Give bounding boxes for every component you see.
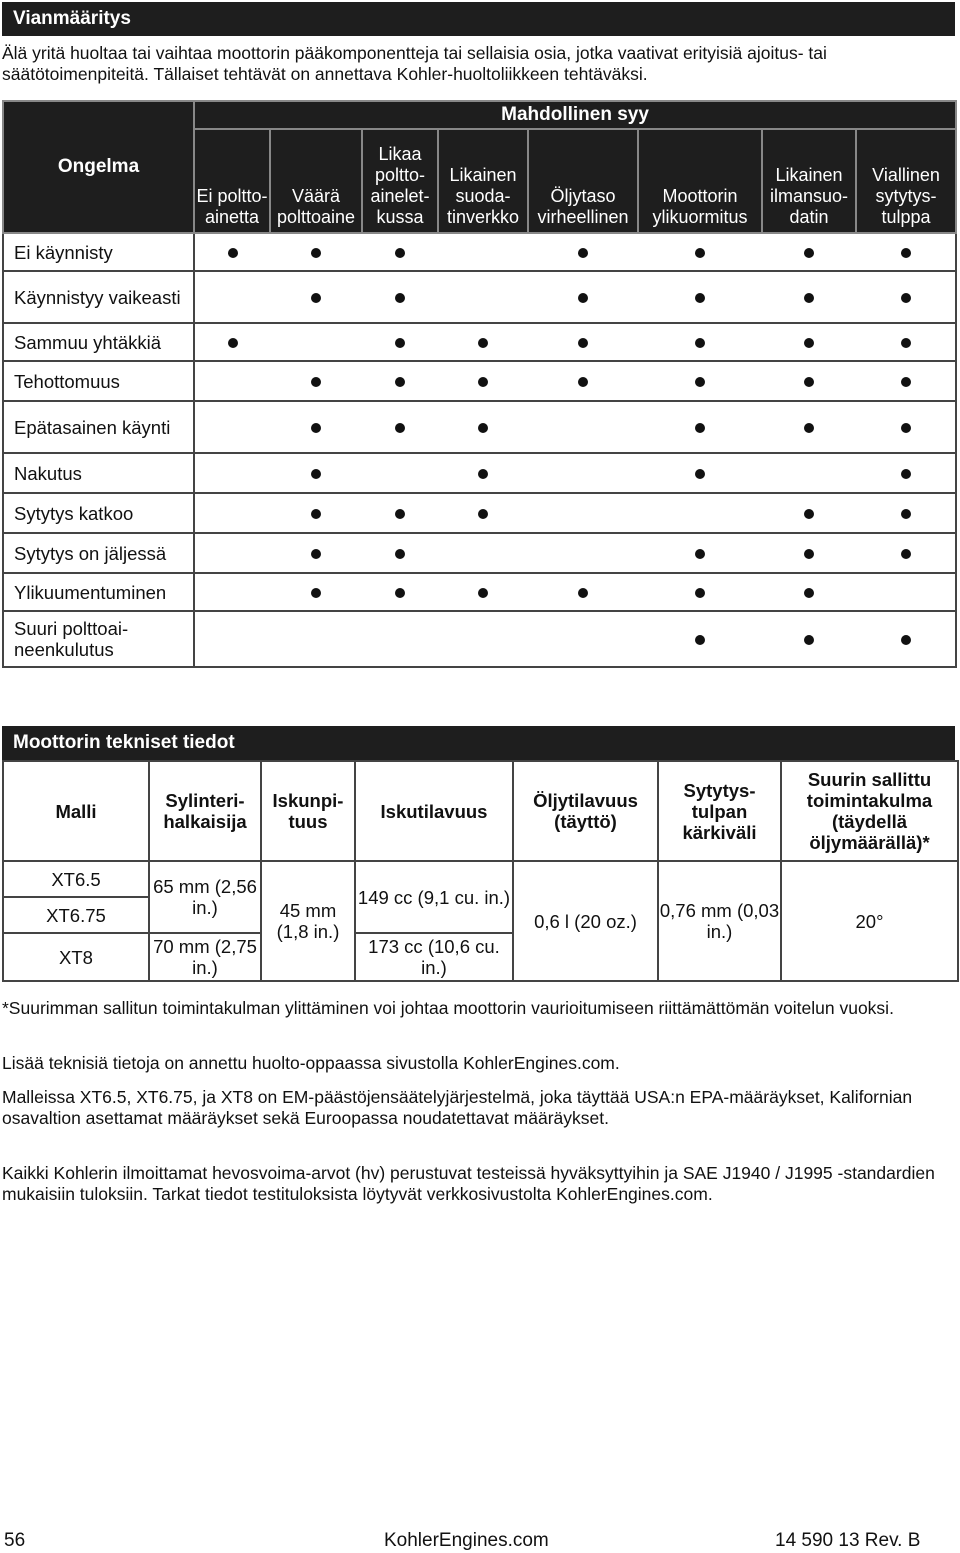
spec-header-oil: Öljytilavuus (täyttö) — [513, 761, 658, 861]
cause-cell — [638, 401, 762, 453]
spec-displacement: 149 cc (9,1 cu. in.) — [355, 861, 513, 933]
table-row — [3, 573, 956, 611]
bullet-mark — [901, 293, 911, 303]
cause-cell — [270, 271, 362, 323]
table-row — [3, 493, 956, 533]
spec-header-angle: Suurin sallittu toimintakulma (täydellä öljymäärällä)* — [781, 761, 958, 861]
bullet-mark — [395, 588, 405, 598]
cause-cell — [362, 361, 438, 401]
cause-cell — [270, 323, 362, 361]
empty-mark — [228, 549, 238, 559]
cause-cell — [762, 573, 856, 611]
empty-mark — [228, 588, 238, 598]
causes-header: Mahdollinen syy — [194, 101, 956, 129]
diagnostics-intro: Älä yritä huoltaa tai vaihtaa moottorin pääkomponentteja tai sellaisia osia, jotka vaativat erityisiä ajoitus- tai säätötoimenpiteitä. Tällaiset tehtävät on annettava Kohler-huoltoliikkeen tehtäväksi. — [2, 43, 827, 84]
bullet-mark — [695, 293, 705, 303]
bullet-mark — [478, 588, 488, 598]
bullet-mark — [311, 549, 321, 559]
specs-title: Moottorin tekniset tiedot — [2, 726, 955, 760]
bullet-mark — [695, 338, 705, 348]
cause-cell — [438, 533, 528, 573]
footer-site: KohlerEngines.com — [384, 1530, 549, 1551]
bullet-mark — [395, 423, 405, 433]
cause-cell — [194, 573, 270, 611]
bullet-mark — [804, 509, 814, 519]
cause-cell — [270, 453, 362, 493]
problem-label: Sammuu yhtäkkiä — [3, 323, 194, 361]
bullet-mark — [478, 423, 488, 433]
bullet-mark — [311, 588, 321, 598]
cause-cell — [438, 401, 528, 453]
cause-cell — [856, 323, 956, 361]
empty-mark — [395, 635, 405, 645]
bullet-mark — [311, 509, 321, 519]
cause-header: Likainen ilmansuo-datin — [762, 129, 856, 233]
empty-mark — [578, 635, 588, 645]
cause-cell — [270, 533, 362, 573]
spec-header-bore: Sylinteri-halkaisija — [149, 761, 261, 861]
cause-cell — [438, 453, 528, 493]
cause-cell — [438, 361, 528, 401]
bullet-mark — [311, 248, 321, 258]
spec-bore: 70 mm (2,75 in.) — [149, 933, 261, 981]
diagnostics-title: Vianmääritys — [2, 2, 955, 36]
cause-cell — [528, 611, 638, 667]
bullet-mark — [395, 248, 405, 258]
bullet-mark — [804, 293, 814, 303]
empty-mark — [478, 549, 488, 559]
cause-cell — [856, 573, 956, 611]
note-angle: *Suurimman sallitun toimintakulman ylittäminen voi johtaa moottorin vaurioitumiseen riittämättömän voitelun vuoksi. — [2, 998, 894, 1018]
bullet-mark — [478, 338, 488, 348]
spec-header-displacement: Iskutilavuus — [355, 761, 513, 861]
table-row — [3, 361, 956, 401]
spec-displacement: 173 cc (10,6 cu. in.) — [355, 933, 513, 981]
cause-cell — [528, 573, 638, 611]
bullet-mark — [804, 423, 814, 433]
bullet-mark — [804, 338, 814, 348]
cause-cell — [362, 323, 438, 361]
bullet-mark — [311, 293, 321, 303]
bullet-mark — [901, 423, 911, 433]
cause-header: Väärä polttoaine — [270, 129, 362, 233]
cause-cell — [856, 271, 956, 323]
cause-cell — [528, 453, 638, 493]
bullet-mark — [395, 549, 405, 559]
bullet-mark — [901, 635, 911, 645]
bullet-mark — [695, 588, 705, 598]
cause-cell — [638, 453, 762, 493]
cause-cell — [528, 361, 638, 401]
cause-cell — [438, 573, 528, 611]
bullet-mark — [228, 338, 238, 348]
spec-angle: 20° — [781, 861, 958, 981]
cause-cell — [438, 611, 528, 667]
bullet-mark — [478, 377, 488, 387]
problem-label: Sytytys on jäljessä — [3, 533, 194, 573]
cause-cell — [762, 361, 856, 401]
table-row — [3, 533, 956, 573]
cause-header: Ei poltto-ainetta — [194, 129, 270, 233]
spec-model: XT6.75 — [3, 897, 149, 933]
cause-cell — [362, 233, 438, 271]
problem-label: Tehottomuus — [3, 361, 194, 401]
bullet-mark — [478, 469, 488, 479]
bullet-mark — [901, 338, 911, 348]
cause-cell — [194, 533, 270, 573]
cause-cell — [638, 573, 762, 611]
empty-mark — [478, 293, 488, 303]
bullet-mark — [311, 423, 321, 433]
table-row — [3, 323, 956, 361]
cause-cell — [856, 233, 956, 271]
table-row — [3, 401, 956, 453]
cause-cell — [528, 401, 638, 453]
cause-cell — [270, 361, 362, 401]
bullet-mark — [901, 509, 911, 519]
empty-mark — [804, 469, 814, 479]
bullet-mark — [901, 469, 911, 479]
cause-cell — [638, 493, 762, 533]
cause-cell — [762, 533, 856, 573]
empty-mark — [695, 509, 705, 519]
cause-cell — [638, 361, 762, 401]
bullet-mark — [228, 248, 238, 258]
bullet-mark — [804, 635, 814, 645]
bullet-mark — [695, 635, 705, 645]
empty-mark — [228, 293, 238, 303]
bullet-mark — [395, 377, 405, 387]
cause-cell — [638, 323, 762, 361]
table-row — [3, 271, 956, 323]
cause-header: Likainen suoda-tinverkko — [438, 129, 528, 233]
cause-cell — [762, 323, 856, 361]
cause-cell — [438, 271, 528, 323]
bullet-mark — [395, 509, 405, 519]
spec-header-stroke: Iskunpi-tuus — [261, 761, 355, 861]
problem-label: Ei käynnisty — [3, 233, 194, 271]
problem-header: Ongelma — [3, 101, 194, 233]
cause-cell — [856, 401, 956, 453]
cause-cell — [362, 533, 438, 573]
bullet-mark — [311, 469, 321, 479]
cause-cell — [638, 271, 762, 323]
cause-cell — [194, 611, 270, 667]
bullet-mark — [478, 509, 488, 519]
cause-cell — [762, 453, 856, 493]
diagnostics-table — [2, 100, 957, 668]
cause-cell — [762, 233, 856, 271]
cause-header: Viallinen sytytys-tulppa — [856, 129, 956, 233]
bullet-mark — [695, 377, 705, 387]
cause-cell — [194, 493, 270, 533]
bullet-mark — [578, 377, 588, 387]
cause-cell — [270, 573, 362, 611]
cause-cell — [194, 361, 270, 401]
empty-mark — [311, 635, 321, 645]
cause-cell — [362, 453, 438, 493]
bullet-mark — [901, 248, 911, 258]
cause-cell — [438, 233, 528, 271]
bullet-mark — [395, 338, 405, 348]
spec-stroke: 45 mm (1,8 in.) — [261, 861, 355, 981]
empty-mark — [311, 338, 321, 348]
empty-mark — [578, 423, 588, 433]
bullet-mark — [578, 338, 588, 348]
spec-oil: 0,6 l (20 oz.) — [513, 861, 658, 981]
cause-cell — [362, 493, 438, 533]
cause-cell — [762, 271, 856, 323]
cause-cell — [762, 401, 856, 453]
cause-cell — [270, 611, 362, 667]
empty-mark — [395, 469, 405, 479]
cause-cell — [528, 323, 638, 361]
empty-mark — [228, 377, 238, 387]
problem-label: Ylikuumentuminen — [3, 573, 194, 611]
empty-mark — [228, 509, 238, 519]
cause-cell — [856, 611, 956, 667]
cause-cell — [362, 611, 438, 667]
empty-mark — [228, 469, 238, 479]
table-row — [3, 611, 956, 667]
cause-cell — [438, 493, 528, 533]
bullet-mark — [804, 549, 814, 559]
problem-label: Sytytys katkoo — [3, 493, 194, 533]
cause-cell — [362, 271, 438, 323]
cause-cell — [362, 573, 438, 611]
cause-cell — [194, 271, 270, 323]
bullet-mark — [695, 423, 705, 433]
cause-cell — [362, 401, 438, 453]
bullet-mark — [578, 588, 588, 598]
cause-header: Likaa poltto-ainelet-kussa — [362, 129, 438, 233]
cause-cell — [194, 453, 270, 493]
bullet-mark — [578, 248, 588, 258]
spec-header-model: Malli — [3, 761, 149, 861]
cause-cell — [856, 493, 956, 533]
cause-cell — [194, 323, 270, 361]
empty-mark — [478, 248, 488, 258]
cause-cell — [270, 493, 362, 533]
empty-mark — [228, 423, 238, 433]
cause-cell — [270, 233, 362, 271]
empty-mark — [578, 469, 588, 479]
empty-mark — [578, 549, 588, 559]
bullet-mark — [804, 248, 814, 258]
note-more-info: Lisää teknisiä tietoja on annettu huolto-oppaassa sivustolla KohlerEngines.com. — [2, 1053, 620, 1073]
cause-cell — [194, 233, 270, 271]
cause-header: Moottorin ylikuormitus — [638, 129, 762, 233]
problem-label: Käynnistyy vaikeasti — [3, 271, 194, 323]
bullet-mark — [695, 549, 705, 559]
bullet-mark — [395, 293, 405, 303]
problem-label: Nakutus — [3, 453, 194, 493]
cause-cell — [528, 271, 638, 323]
cause-cell — [762, 611, 856, 667]
cause-cell — [528, 233, 638, 271]
cause-cell — [638, 233, 762, 271]
empty-mark — [901, 588, 911, 598]
table-row — [3, 453, 956, 493]
cause-cell — [438, 323, 528, 361]
page-number: 56 — [4, 1530, 26, 1551]
cause-cell — [638, 533, 762, 573]
bullet-mark — [311, 377, 321, 387]
spec-model: XT6.5 — [3, 861, 149, 897]
empty-mark — [578, 509, 588, 519]
specs-table — [2, 760, 959, 982]
note-emissions: Malleissa XT6.5, XT6.75, ja XT8 on EM-päästöjensäätelyjärjestelmä, joka täyttää USA:n EPA-määräykset, Kalifornian osavaltion asettamat määräykset sekä Euroopassa noudatettavat määräykset. — [2, 1087, 913, 1128]
problem-label: Epätasainen käynti — [3, 401, 194, 453]
cause-cell — [856, 361, 956, 401]
note-horsepower: Kaikki Kohlerin ilmoittamat hevosvoima-arvot (hv) perustuvat testeissä hyväksyttyihin ja SAE J1940 / J1995 -standardien mukaisiin tuloksiin. Tarkat tiedot testituloksista löytyvät verkkosivustolta KohlerEngines.com. — [2, 1163, 935, 1204]
doc-number: 14 590 13 Rev. B — [775, 1530, 921, 1551]
problem-label: Suuri polttoai-neenkulutus — [3, 611, 194, 667]
empty-mark — [478, 635, 488, 645]
bullet-mark — [804, 377, 814, 387]
spec-model: XT8 — [3, 933, 149, 981]
cause-cell — [762, 493, 856, 533]
table-row — [3, 233, 956, 271]
bullet-mark — [695, 248, 705, 258]
bullet-mark — [901, 377, 911, 387]
spec-gap: 0,76 mm (0,03 in.) — [658, 861, 781, 981]
empty-mark — [228, 635, 238, 645]
cause-header: Öljytaso virheellinen — [528, 129, 638, 233]
cause-cell — [528, 493, 638, 533]
cause-cell — [638, 611, 762, 667]
bullet-mark — [578, 293, 588, 303]
cause-cell — [856, 533, 956, 573]
bullet-mark — [804, 588, 814, 598]
cause-cell — [270, 401, 362, 453]
bullet-mark — [901, 549, 911, 559]
cause-cell — [856, 453, 956, 493]
spec-bore: 65 mm (2,56 in.) — [149, 861, 261, 933]
spec-header-gap: Sytytys-tulpan kärkiväli — [658, 761, 781, 861]
cause-cell — [194, 401, 270, 453]
cause-cell — [528, 533, 638, 573]
bullet-mark — [695, 469, 705, 479]
